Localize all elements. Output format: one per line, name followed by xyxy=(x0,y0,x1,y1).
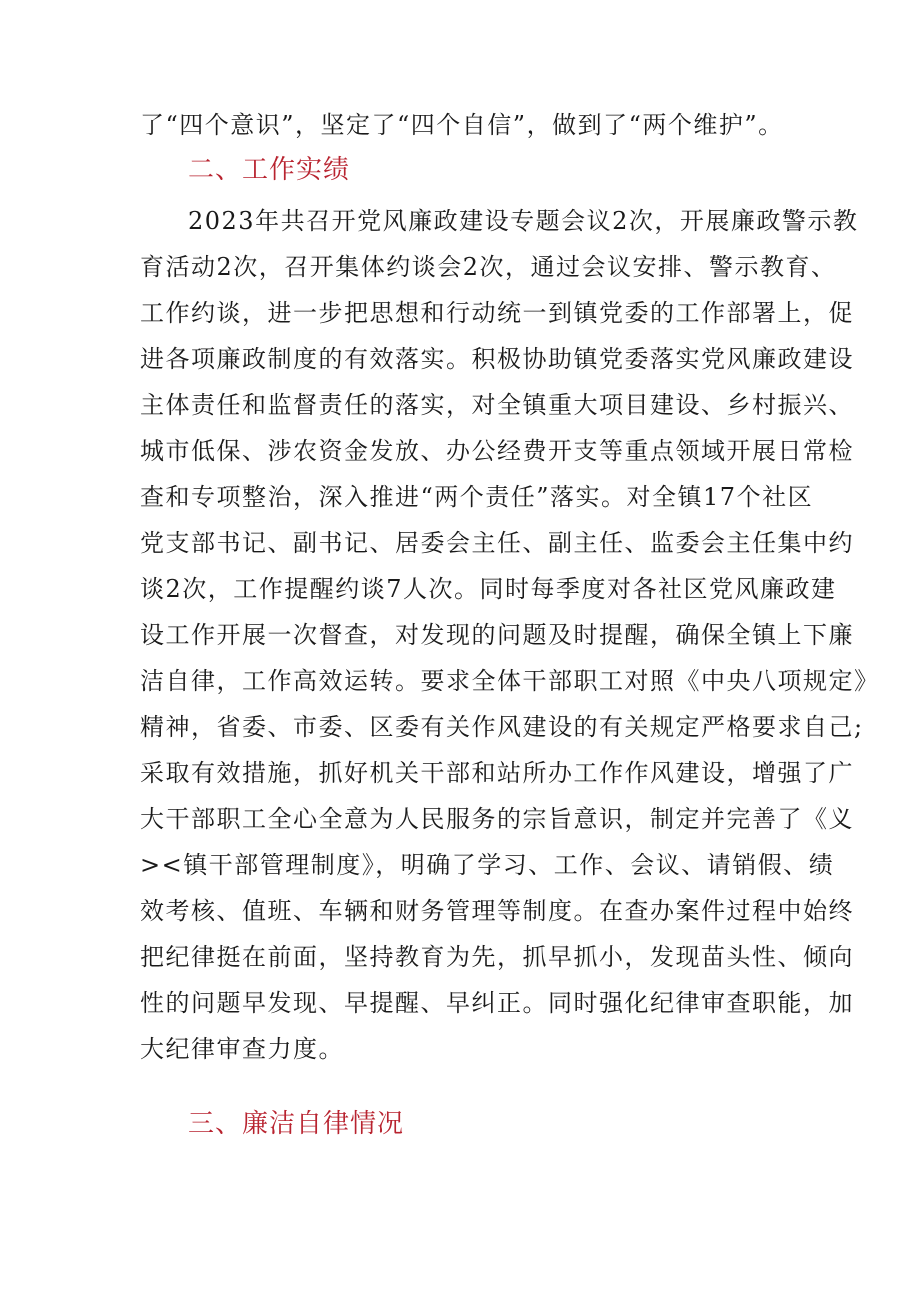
paragraph-line: 设工作开展一次督查，对发现的问题及时提醒，确保全镇上下廉 xyxy=(140,621,854,649)
paragraph-line: 效考核、值班、车辆和财务管理等制度。在查办案件过程中始终 xyxy=(140,897,854,925)
paragraph-line: 育活动2次，召开集体约谈会2次，通过会议安排、警示教育、 xyxy=(140,253,837,281)
paragraph-line: 精神，省委、市委、区委有关作风建设的有关规定严格要求自己; xyxy=(140,713,864,741)
paragraph-line: 性的问题早发现、早提醒、早纠正。同时强化纪律审查职能，加 xyxy=(140,989,854,1017)
intro-line: 了“四个意识”，坚定了“四个自信”，做到了“两个维护”。 xyxy=(140,111,784,139)
paragraph-line: 采取有效措施，抓好机关干部和站所办工作作风建设，增强了广 xyxy=(140,759,854,787)
paragraph-line: 把纪律挺在前面，坚持教育为先，抓早抓小，发现苗头性、倾向 xyxy=(140,943,854,971)
paragraph-line: 城市低保、涉农资金发放、办公经费开支等重点领域开展日常检 xyxy=(140,437,854,465)
paragraph-line: 查和专项整治，深入推进“两个责任”落实。对全镇17个社区 xyxy=(140,483,814,511)
paragraph-line: 大纪律审查力度。 xyxy=(140,1035,344,1063)
paragraph-line: 党支部书记、副书记、居委会主任、副主任、监委会主任集中约 xyxy=(140,529,854,557)
paragraph-line: 谈2次，工作提醒约谈7人次。同时每季度对各社区党风廉政建 xyxy=(140,575,837,603)
paragraph-line: 进各项廉政制度的有效落实。积极协助镇党委落实党风廉政建设 xyxy=(140,345,854,373)
section-heading-integrity: 三、廉洁自律情况 xyxy=(188,1109,405,1139)
paragraph-line: 大干部职工全心全意为人民服务的宗旨意识，制定并完善了《义 xyxy=(140,805,854,833)
paragraph-line: ><镇干部管理制度》，明确了学习、工作、会议、请销假、绩 xyxy=(140,851,835,879)
paragraph-line: 2023年共召开党风廉政建设专题会议2次，开展廉政警示教 xyxy=(188,207,859,235)
paragraph-line: 洁自律，工作高效运转。要求全体干部职工对照《中央八项规定》 xyxy=(140,667,880,695)
paragraph-line: 工作约谈，进一步把思想和行动统一到镇党委的工作部署上，促 xyxy=(140,299,854,327)
section-heading-work-results: 二、工作实绩 xyxy=(188,155,351,185)
paragraph-line: 主体责任和监督责任的落实，对全镇重大项目建设、乡村振兴、 xyxy=(140,391,854,419)
